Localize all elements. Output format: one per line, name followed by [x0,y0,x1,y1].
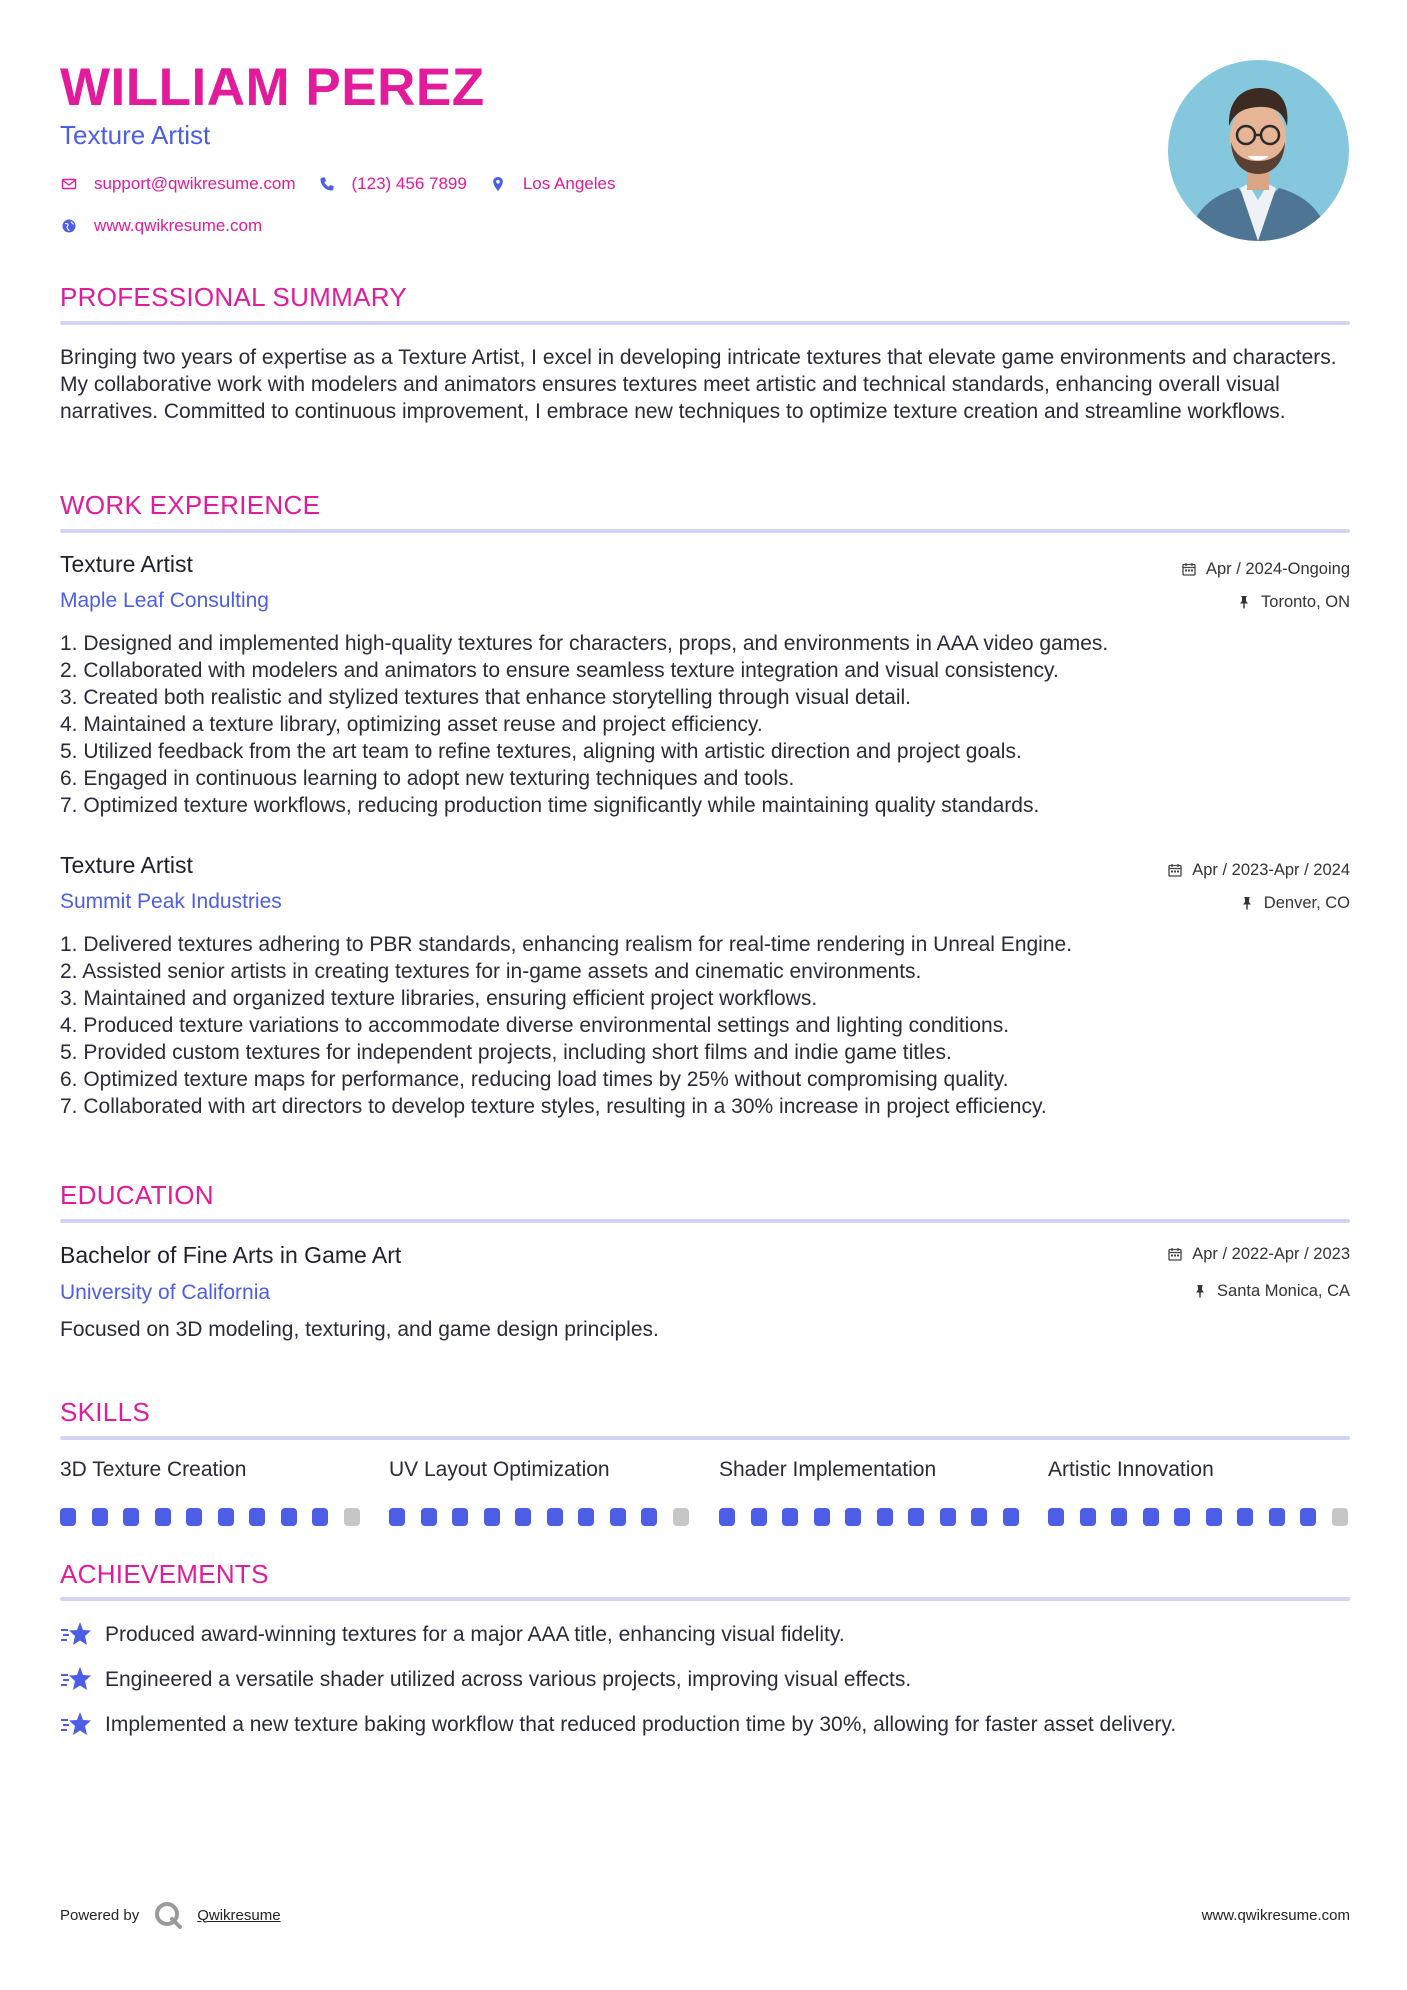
skill-dot-filled [1237,1508,1253,1526]
skill-dot-filled [940,1508,956,1526]
experience-heading: WORK EXPERIENCE [60,490,321,520]
job-2-location [1240,892,1350,914]
list-item: 6. Optimized texture maps for performance, reducing load times by 25% without compromising quality. [60,1068,1009,1091]
skills-divider [60,1436,1350,1440]
list-item: 4. Maintained a texture library, optimizing asset reuse and project efficiency. [60,713,763,736]
skill-dot-filled [218,1508,234,1526]
calendar-icon [1168,1247,1182,1261]
skill-dot-filled [877,1508,893,1526]
contact-phone[interactable] [318,174,467,194]
job-1-location [1237,591,1350,613]
summary-text: Bringing two years of expertise as a Texture Artist, I excel in developing intricate textures that elevate game environments and characters. My collaborative work with modelers and animators ensures textures meet artistic and technical standards, enhancing overall visual narratives. Committed to continuous improvement, I embrace new techniques to optimize texture creation and streamline workflows. [60,346,1337,423]
education-heading: EDUCATION [60,1180,214,1210]
contact-website[interactable] [60,216,262,236]
skill-dot-filled [92,1508,108,1526]
skill-dot-filled [1300,1508,1316,1526]
skill-dot-filled [751,1508,767,1526]
skill-dot-filled [421,1508,437,1526]
phone-text: (123) 456 7899 [351,174,467,193]
skill-dot-filled [547,1508,563,1526]
qwikresume-link[interactable]: Qwikresume [197,1906,281,1924]
job-2-dates [1168,859,1350,881]
qwikresume-logo-icon [153,1900,183,1930]
list-item: 1. Delivered textures adhering to PBR standards, enhancing realism for real-time rendering in Unreal Engine. [60,933,1073,956]
job-2-dates-text: Apr / 2023-Apr / 2024 [1192,861,1350,879]
powered-by-label: Powered by [60,1906,140,1924]
contact-email[interactable] [60,174,296,194]
skill-dot-filled [845,1508,861,1526]
skill-dot-filled [484,1508,500,1526]
job-1-company: Maple Leaf Consulting [60,589,269,612]
website-row [60,213,284,239]
list-item: 5. Utilized feedback from the art team to refine textures, aligning with artistic direction and project goals. [60,740,1022,763]
list-item: 2. Assisted senior artists in creating textures for in-game assets and cinematic environments. [60,960,922,983]
job-2-title: Texture Artist [60,852,193,878]
skill-dot-filled [971,1508,987,1526]
job-2-location-text: Denver, CO [1263,894,1350,912]
skill-dot-filled [908,1508,924,1526]
skill-dot-filled [1080,1508,1096,1526]
list-item: 7. Collaborated with art directors to develop texture styles, resulting in a 30% increase in project efficiency. [60,1095,1047,1118]
job-1-title: Texture Artist [60,551,193,577]
skill-dot-filled [515,1508,531,1526]
education-location [1193,1280,1350,1302]
job-1-location-text: Toronto, ON [1261,593,1350,611]
skill-item [389,1456,689,1484]
skill-dot-filled [60,1508,76,1526]
skill-dot-filled [1269,1508,1285,1526]
education-school: University of California [60,1281,271,1304]
skill-name: Shader Implementation [719,1458,937,1481]
list-item: 4. Produced texture variations to accommodate diverse environmental settings and lighting conditions. [60,1014,1010,1037]
education-dates [1168,1243,1350,1265]
education-degree: Bachelor of Fine Arts in Game Art [60,1242,402,1268]
education-dates-text: Apr / 2022-Apr / 2023 [1192,1245,1350,1263]
skill-dot-filled [1143,1508,1159,1526]
list-item: 6. Engaged in continuous learning to adopt new texturing techniques and tools. [60,767,795,790]
job-1-dates-text: Apr / 2024-Ongoing [1205,560,1350,578]
envelope-icon [60,175,78,193]
skill-dot-filled [452,1508,468,1526]
skill-name: UV Layout Optimization [389,1458,610,1481]
skill-dot-filled [389,1508,405,1526]
achievement-text: Implemented a new texture baking workflow that reduced production time by 30%, allowing for faster asset delivery. [105,1712,1177,1736]
calendar-icon [1182,562,1196,576]
star-icon [60,1665,92,1693]
job-1-dates [1182,558,1350,580]
achievement-item [60,1709,1176,1739]
list-item: 1. Designed and implemented high-quality textures for characters, props, and environments in AAA video games. [60,632,1109,655]
contact-location [489,174,616,194]
phone-icon [318,175,336,193]
skill-dot-filled [123,1508,139,1526]
skill-item [1048,1456,1348,1484]
list-item: 2. Collaborated with modelers and animators to ensure seamless texture integration and visual consistency. [60,659,1059,682]
map-pin-icon [489,175,507,193]
skill-dot-filled [814,1508,830,1526]
skill-dot-filled [1111,1508,1127,1526]
skill-dot-filled [1206,1508,1222,1526]
skill-dot-filled [1003,1508,1019,1526]
skill-dot-filled [186,1508,202,1526]
skill-name: 3D Texture Creation [60,1458,247,1481]
skills-heading: SKILLS [60,1397,150,1427]
star-icon [60,1710,92,1738]
skill-dot-filled [1048,1508,1064,1526]
summary-divider [60,321,1350,325]
skill-dot-empty [344,1508,360,1526]
email-text: support@qwikresume.com [94,174,296,193]
skill-dot-filled [155,1508,171,1526]
star-icon [60,1620,92,1648]
globe-icon [60,217,78,235]
achievement-text: Engineered a versatile shader utilized across various projects, improving visual effects. [105,1667,912,1691]
summary-heading: PROFESSIONAL SUMMARY [60,282,407,312]
candidate-role: Texture Artist [60,120,211,150]
skill-dot-filled [1174,1508,1190,1526]
candidate-name: WILLIAM PEREZ [60,58,485,117]
skill-dot-filled [782,1508,798,1526]
website-text: www.qwikresume.com [94,216,263,235]
skill-dot-empty [673,1508,689,1526]
skill-name: Artistic Innovation [1048,1458,1214,1481]
achievements-heading: ACHIEVEMENTS [60,1559,269,1589]
achievement-text: Produced award-winning textures for a major AAA title, enhancing visual fidelity. [105,1622,845,1646]
list-item: 3. Maintained and organized texture libraries, ensuring efficient project workflows. [60,987,818,1010]
pushpin-icon [1193,1284,1207,1298]
achievements-divider [60,1597,1350,1601]
skill-dot-filled [249,1508,265,1526]
footer-powered-by [60,1898,281,1932]
skill-dot-filled [610,1508,626,1526]
location-text: Los Angeles [522,174,616,193]
job-2-company: Summit Peak Industries [60,890,282,913]
pushpin-icon [1237,595,1251,609]
skill-dot-empty [1332,1508,1348,1526]
list-item: 7. Optimized texture workflows, reducing production time significantly while maintaining quality standards. [60,794,1040,817]
calendar-icon [1168,863,1182,877]
achievement-item [60,1619,845,1649]
job-2-bullets [60,931,1350,1120]
achievement-item [60,1664,911,1694]
skill-item [60,1456,360,1484]
education-location-text: Santa Monica, CA [1217,1282,1350,1300]
skill-dot-filled [641,1508,657,1526]
pushpin-icon [1240,896,1254,910]
skill-dot-filled [578,1508,594,1526]
education-description: Focused on 3D modeling, texturing, and game design principles. [60,1318,659,1341]
contact-row [60,171,637,197]
job-1-bullets [60,630,1350,819]
skill-dot-filled [312,1508,328,1526]
skill-dot-filled [719,1508,735,1526]
skill-dot-filled [281,1508,297,1526]
list-item: 3. Created both realistic and stylized textures that enhance storytelling through visual detail. [60,686,911,709]
skill-item [719,1456,1019,1484]
profile-photo [1168,60,1349,241]
footer-website[interactable]: www.qwikresume.com [1201,1907,1350,1924]
experience-divider [60,529,1350,533]
education-divider [60,1219,1350,1223]
list-item: 5. Provided custom textures for independent projects, including short films and indie game titles. [60,1041,952,1064]
